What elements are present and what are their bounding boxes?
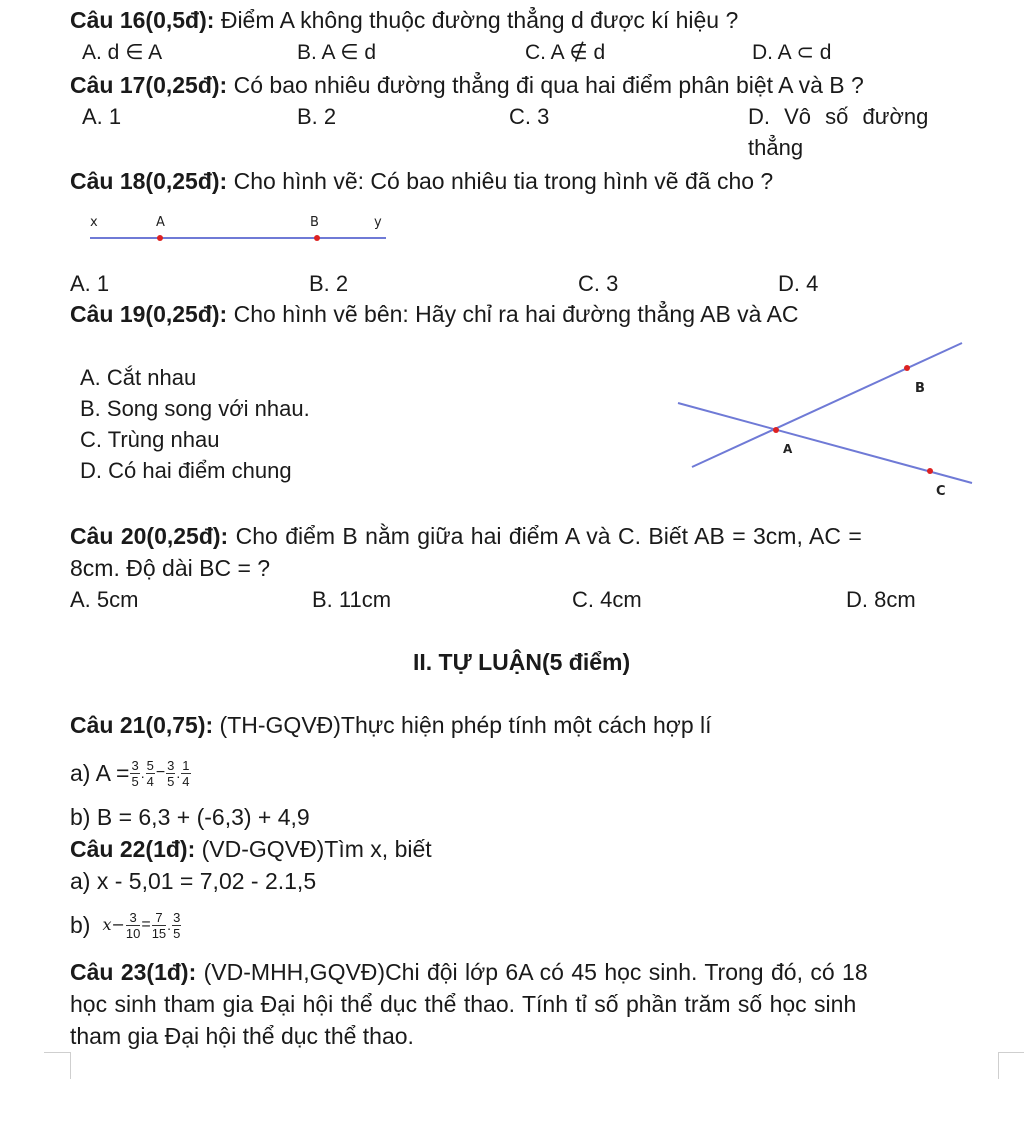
fraction xyxy=(166,758,175,789)
q21-a-prefix: a) A = xyxy=(70,760,130,786)
question-16-label: Câu 16(0,5đ): xyxy=(70,7,215,33)
q20-option-a: A. 5cm xyxy=(70,587,139,612)
label-a: A xyxy=(783,442,793,456)
denominator: 10 xyxy=(125,925,141,941)
operator: − xyxy=(155,764,166,781)
label-c: C xyxy=(936,484,946,499)
q20-option-c: C. 4cm xyxy=(572,587,642,612)
question-23-line-2: học sinh tham gia Đại hội thể dục thể thao. Tính tỉ số phần trăm số học sinh xyxy=(70,991,857,1017)
q17-option-d-continued: thẳng xyxy=(748,135,804,160)
fraction xyxy=(146,758,155,789)
q17-option-b: B. 2 xyxy=(297,104,337,129)
denominator: 5 xyxy=(167,773,175,789)
variable-x: x− xyxy=(102,915,125,934)
denominator: 4 xyxy=(146,773,154,789)
numerator: 1 xyxy=(182,757,190,773)
question-21-label: Câu 21(0,75): xyxy=(70,712,214,738)
question-18-label: Câu 18(0,25đ): xyxy=(70,168,228,194)
q16-option-d: D. A ⊂ d xyxy=(752,41,832,64)
question-19-text: Cho hình vẽ bên: Hãy chỉ ra hai đường thẳng AB và AC xyxy=(227,301,799,327)
question-22-label: Câu 22(1đ): xyxy=(70,836,196,862)
q16-option-c: C. A ∉ d xyxy=(525,41,606,64)
q18-option-d: D. 4 xyxy=(778,271,819,296)
point-a-dot xyxy=(773,427,779,433)
q17-option-c: C. 3 xyxy=(509,104,550,129)
point-b-dot xyxy=(904,365,910,371)
q21-part-a xyxy=(70,755,192,791)
question-22 xyxy=(70,835,432,863)
question-17-text: Có bao nhiêu đường thẳng đi qua hai điểm phân biệt A và B ? xyxy=(227,72,864,98)
question-21-text: (TH-GQVĐ)Thực hiện phép tính một cách hợp lí xyxy=(213,712,712,738)
q20-option-b: B. 11cm xyxy=(312,587,392,612)
question-19 xyxy=(70,300,799,328)
q18-option-a: A. 1 xyxy=(70,271,110,296)
question-19-label: Câu 19(0,25đ): xyxy=(70,301,228,327)
question-20 xyxy=(70,522,862,550)
label-b: B xyxy=(310,215,319,230)
fraction xyxy=(181,758,190,789)
label-a: A xyxy=(156,215,165,230)
q19-option-b: B. Song song với nhau. xyxy=(80,396,310,421)
q19-option-d: D. Có hai điểm chung xyxy=(80,458,292,483)
q22-part-b xyxy=(70,900,182,950)
label-y: y xyxy=(374,215,382,230)
q18-option-c: C. 3 xyxy=(578,271,619,296)
denominator: 5 xyxy=(131,773,139,789)
fraction xyxy=(152,910,166,941)
intersecting-lines-figure xyxy=(670,335,980,505)
q19-option-c: C. Trùng nhau xyxy=(80,427,220,452)
operator: . xyxy=(167,917,172,933)
q17-option-d: D. Vô số đường xyxy=(748,104,929,129)
q16-option-a: A. d ∈ A xyxy=(82,41,163,64)
question-23-label: Câu 23(1đ): xyxy=(70,959,197,985)
point-c-dot xyxy=(927,468,933,474)
fraction xyxy=(126,910,140,941)
question-20-label: Câu 20(0,25đ): xyxy=(70,523,229,549)
question-17 xyxy=(70,71,864,99)
numerator: 7 xyxy=(152,910,166,926)
q18-option-b: B. 2 xyxy=(309,271,349,296)
question-17-label: Câu 17(0,25đ): xyxy=(70,72,228,98)
numerator: 3 xyxy=(131,757,139,773)
question-23-text: (VD-MHH,GQVĐ)Chi đội lớp 6A có 45 học sinh. Trong đó, có 18 xyxy=(196,959,868,985)
point-b-dot xyxy=(314,235,320,241)
question-16 xyxy=(70,6,738,34)
numerator: 3 xyxy=(167,757,175,773)
label-b: B xyxy=(915,381,925,396)
numerator: 5 xyxy=(146,757,154,773)
denominator: 4 xyxy=(182,773,190,789)
question-21 xyxy=(70,711,712,739)
q17-option-a: A. 1 xyxy=(82,104,122,129)
denominator: 5 xyxy=(173,925,181,941)
line-ab xyxy=(692,343,962,467)
q22-b-prefix: b) xyxy=(70,912,91,938)
page-corner-mark-right xyxy=(998,1052,1024,1079)
question-20-continued: 8cm. Độ dài BC = ? xyxy=(70,555,271,581)
page-corner-mark-left xyxy=(44,1052,71,1079)
question-18-text: Cho hình vẽ: Có bao nhiêu tia trong hình vẽ đã cho ? xyxy=(227,168,774,194)
point-a-dot xyxy=(157,235,163,241)
question-16-text: Điểm A không thuộc đường thẳng d được kí hiệu ? xyxy=(214,7,739,33)
section-heading: II. TỰ LUẬN(5 điểm) xyxy=(413,649,631,675)
q19-option-a: A. Cắt nhau xyxy=(80,365,197,390)
question-22-text: (VD-GQVĐ)Tìm x, biết xyxy=(195,836,432,862)
question-18 xyxy=(70,167,773,195)
ray-figure xyxy=(80,208,400,254)
fraction xyxy=(130,758,139,789)
numerator: 3 xyxy=(173,909,181,925)
question-20-text: Cho điểm B nằm giữa hai điểm A và C. Biết AB = 3cm, AC = xyxy=(228,523,862,549)
denominator: 15 xyxy=(151,925,167,941)
operator: . xyxy=(140,765,145,781)
label-x: x xyxy=(90,215,98,230)
numerator: 3 xyxy=(126,910,140,926)
q20-option-d: D. 8cm xyxy=(846,587,916,612)
operator: . xyxy=(176,765,181,781)
question-23 xyxy=(70,958,868,986)
question-23-line-3: tham gia Đại hội thể dục thể thao. xyxy=(70,1023,414,1049)
q21-part-b: b) B = 6,3 + (-6,3) + 4,9 xyxy=(70,804,310,830)
q16-option-b: B. A ∈ d xyxy=(297,41,377,64)
fraction xyxy=(172,910,181,941)
equals-sign: = xyxy=(141,916,151,933)
q22-part-a: a) x - 5,01 = 7,02 - 2.1,5 xyxy=(70,868,317,894)
